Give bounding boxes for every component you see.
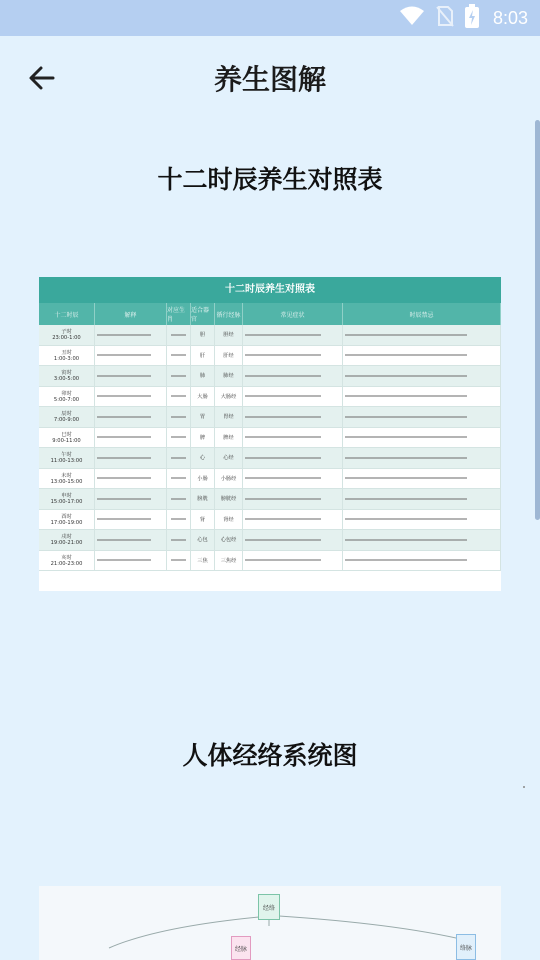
- text-placeholder: [171, 334, 186, 336]
- row-zodiac: [167, 551, 191, 571]
- row-meridian: 胆经: [215, 325, 243, 345]
- text-placeholder: [171, 559, 186, 561]
- text-placeholder: [345, 559, 467, 561]
- table-image-row: [39, 366, 501, 387]
- diagram-node-meridian: 经络: [258, 894, 280, 920]
- row-symptoms: [243, 530, 343, 550]
- speck: [523, 786, 525, 788]
- row-explanation: [95, 510, 167, 530]
- text-placeholder: [171, 518, 186, 520]
- text-placeholder: [345, 457, 467, 459]
- row-zodiac: [167, 530, 191, 550]
- row-meridian: 脾经: [215, 428, 243, 448]
- row-meridian: 心经: [215, 448, 243, 468]
- col-header: 时辰禁忌: [343, 303, 501, 325]
- table-image-row: [39, 530, 501, 551]
- meridian-diagram-image[interactable]: [39, 886, 501, 960]
- row-explanation: [95, 428, 167, 448]
- text-placeholder: [345, 498, 467, 500]
- text-placeholder: [245, 334, 321, 336]
- row-time: 寅时 3:00-5:00: [39, 366, 95, 386]
- row-organ: 膀胱: [191, 489, 215, 509]
- diagram-node-channel: 经脉: [231, 936, 251, 960]
- table-image-heading: 十二时辰养生对照表: [39, 277, 501, 303]
- text-placeholder: [345, 354, 467, 356]
- text-placeholder: [345, 539, 467, 541]
- battery-charging-icon: [465, 4, 479, 32]
- text-placeholder: [245, 457, 321, 459]
- table-image-row: [39, 407, 501, 428]
- no-sim-icon: [435, 5, 455, 31]
- row-zodiac: [167, 469, 191, 489]
- row-symptoms: [243, 407, 343, 427]
- row-symptoms: [243, 366, 343, 386]
- row-time: 午时 11:00-13:00: [39, 448, 95, 468]
- text-placeholder: [345, 395, 467, 397]
- row-zodiac: [167, 325, 191, 345]
- text-placeholder: [97, 395, 151, 397]
- table-image-row: [39, 448, 501, 469]
- text-placeholder: [345, 375, 467, 377]
- row-organ: 心: [191, 448, 215, 468]
- row-time: 辰时 7:00-9:00: [39, 407, 95, 427]
- row-explanation: [95, 346, 167, 366]
- row-time: 未时 13:00-15:00: [39, 469, 95, 489]
- text-placeholder: [97, 539, 151, 541]
- row-organ: 小肠: [191, 469, 215, 489]
- table-image-row: [39, 346, 501, 367]
- row-time: 巳时 9:00-11:00: [39, 428, 95, 448]
- row-organ: 脾: [191, 428, 215, 448]
- table-image-body: [39, 325, 501, 571]
- table-image-row: [39, 551, 501, 572]
- row-zodiac: [167, 387, 191, 407]
- status-icons: [399, 0, 528, 36]
- row-meridian: 肺经: [215, 366, 243, 386]
- diagram-node-collateral: 络脉: [456, 934, 476, 960]
- text-placeholder: [245, 375, 321, 377]
- text-placeholder: [97, 477, 151, 479]
- text-placeholder: [345, 518, 467, 520]
- row-symptoms: [243, 551, 343, 571]
- row-symptoms: [243, 387, 343, 407]
- text-placeholder: [345, 477, 467, 479]
- row-zodiac: [167, 448, 191, 468]
- text-placeholder: [245, 477, 321, 479]
- text-placeholder: [171, 416, 186, 418]
- row-time: 丑时 1:00-3:00: [39, 346, 95, 366]
- row-organ: 肝: [191, 346, 215, 366]
- status-bar: [0, 0, 540, 36]
- row-organ: 肾: [191, 510, 215, 530]
- row-zodiac: [167, 510, 191, 530]
- text-placeholder: [245, 395, 321, 397]
- row-meridian: 小肠经: [215, 469, 243, 489]
- row-meridian: 大肠经: [215, 387, 243, 407]
- text-placeholder: [171, 354, 186, 356]
- row-taboo: [343, 366, 501, 386]
- row-explanation: [95, 448, 167, 468]
- section-title-meridian-system: 人体经络系统图: [182, 741, 358, 770]
- app-bar: [0, 36, 540, 120]
- table-image-row: [39, 428, 501, 449]
- col-header: 循行经脉: [215, 303, 243, 325]
- table-image-columns: [39, 303, 501, 325]
- row-meridian: 肝经: [215, 346, 243, 366]
- row-zodiac: [167, 407, 191, 427]
- text-placeholder: [97, 375, 151, 377]
- row-taboo: [343, 325, 501, 345]
- row-explanation: [95, 469, 167, 489]
- row-symptoms: [243, 510, 343, 530]
- table-image-row: [39, 469, 501, 490]
- text-placeholder: [97, 559, 151, 561]
- text-placeholder: [97, 334, 151, 336]
- row-symptoms: [243, 469, 343, 489]
- row-taboo: [343, 387, 501, 407]
- text-placeholder: [97, 498, 151, 500]
- wifi-icon: [399, 6, 425, 30]
- row-organ: 心包: [191, 530, 215, 550]
- col-header: 适合器官: [191, 303, 215, 325]
- table-image-row: [39, 510, 501, 531]
- row-symptoms: [243, 428, 343, 448]
- row-taboo: [343, 469, 501, 489]
- row-zodiac: [167, 346, 191, 366]
- text-placeholder: [97, 518, 151, 520]
- row-organ: 胆: [191, 325, 215, 345]
- row-taboo: [343, 346, 501, 366]
- row-symptoms: [243, 325, 343, 345]
- row-meridian: 三焦经: [215, 551, 243, 571]
- col-header: 十二时辰: [39, 303, 95, 325]
- text-placeholder: [245, 498, 321, 500]
- row-zodiac: [167, 366, 191, 386]
- row-taboo: [343, 510, 501, 530]
- text-placeholder: [245, 539, 321, 541]
- row-zodiac: [167, 428, 191, 448]
- page-title: 养生图解: [213, 63, 326, 96]
- text-placeholder: [171, 539, 186, 541]
- text-placeholder: [171, 395, 186, 397]
- row-taboo: [343, 551, 501, 571]
- row-explanation: [95, 489, 167, 509]
- row-taboo: [343, 407, 501, 427]
- col-header: 解释: [95, 303, 167, 325]
- text-placeholder: [171, 375, 186, 377]
- row-meridian: 肾经: [215, 510, 243, 530]
- row-organ: 胃: [191, 407, 215, 427]
- row-symptoms: [243, 346, 343, 366]
- text-placeholder: [171, 436, 186, 438]
- twelve-hours-table-image[interactable]: [39, 277, 501, 591]
- section-title-twelve-hours: 十二时辰养生对照表: [157, 165, 383, 194]
- row-meridian: 膀胱经: [215, 489, 243, 509]
- status-time: 8:03: [492, 7, 528, 28]
- row-time: 亥时 21:00-23:00: [39, 551, 95, 571]
- row-meridian: 心包经: [215, 530, 243, 550]
- text-placeholder: [245, 559, 321, 561]
- row-zodiac: [167, 489, 191, 509]
- text-placeholder: [345, 436, 467, 438]
- row-explanation: [95, 366, 167, 386]
- text-placeholder: [97, 436, 151, 438]
- text-placeholder: [97, 354, 151, 356]
- row-symptoms: [243, 489, 343, 509]
- row-explanation: [95, 551, 167, 571]
- row-taboo: [343, 448, 501, 468]
- table-image-row: [39, 325, 501, 346]
- text-placeholder: [345, 334, 467, 336]
- text-placeholder: [345, 416, 467, 418]
- text-placeholder: [245, 354, 321, 356]
- row-taboo: [343, 489, 501, 509]
- row-time: 卯时 5:00-7:00: [39, 387, 95, 407]
- row-organ: 肺: [191, 366, 215, 386]
- text-placeholder: [171, 477, 186, 479]
- text-placeholder: [245, 436, 321, 438]
- col-header: 常见症状: [243, 303, 343, 325]
- row-organ: 大肠: [191, 387, 215, 407]
- row-explanation: [95, 407, 167, 427]
- row-taboo: [343, 428, 501, 448]
- text-placeholder: [97, 416, 151, 418]
- row-time: 子时 23:00-1:00: [39, 325, 95, 345]
- col-header: 对应生肖: [167, 303, 191, 325]
- row-explanation: [95, 387, 167, 407]
- row-organ: 三焦: [191, 551, 215, 571]
- text-placeholder: [97, 457, 151, 459]
- row-time: 酉时 17:00-19:00: [39, 510, 95, 530]
- table-image-row: [39, 387, 501, 408]
- row-meridian: 胃经: [215, 407, 243, 427]
- row-taboo: [343, 530, 501, 550]
- text-placeholder: [171, 457, 186, 459]
- text-placeholder: [245, 416, 321, 418]
- text-placeholder: [245, 518, 321, 520]
- row-explanation: [95, 325, 167, 345]
- table-image-row: [39, 489, 501, 510]
- row-symptoms: [243, 448, 343, 468]
- row-explanation: [95, 530, 167, 550]
- row-time: 戌时 19:00-21:00: [39, 530, 95, 550]
- text-placeholder: [171, 498, 186, 500]
- row-time: 申时 15:00-17:00: [39, 489, 95, 509]
